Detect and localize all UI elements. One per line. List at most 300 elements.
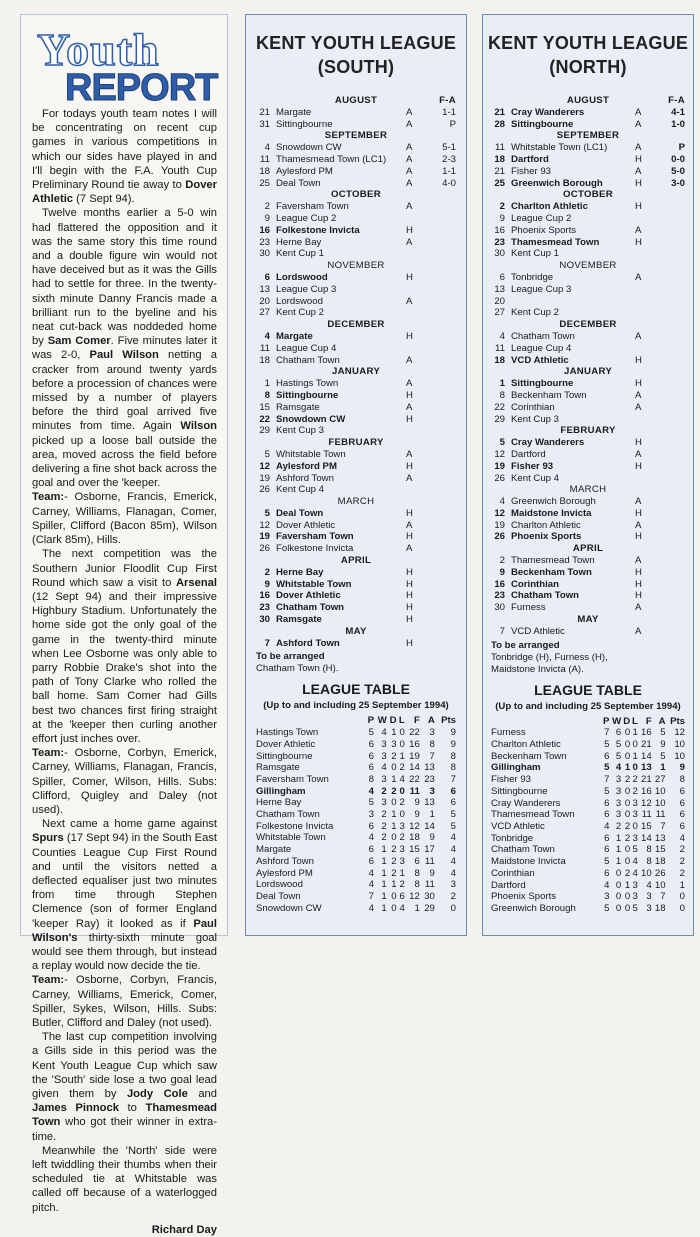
fixture-date: 4 xyxy=(499,330,505,342)
league-table-cell: 4 xyxy=(381,762,387,774)
fixture-row xyxy=(491,284,685,296)
fixture-venue xyxy=(635,284,663,296)
fixture-venue: A xyxy=(635,555,642,567)
fixture-venue: A xyxy=(406,118,413,130)
fixture-result xyxy=(663,590,685,602)
league-table-header: A xyxy=(658,715,666,727)
league-table-row xyxy=(491,856,685,868)
fixture-venue: A xyxy=(406,401,413,413)
league-table-cell: 2 xyxy=(391,785,397,797)
league-table-cell: 2 xyxy=(381,785,387,797)
league-table-cell: 0 xyxy=(450,902,456,914)
fixture-opponent: VCD Athletic xyxy=(511,625,565,637)
league-table-cell: 3 xyxy=(615,785,622,797)
league-table-row xyxy=(256,891,456,903)
league-table-cell: 4 xyxy=(399,773,405,785)
fixture-row xyxy=(256,296,456,308)
fixture-row xyxy=(256,201,456,213)
fixture-date: 4 xyxy=(264,142,270,154)
fixture-date: 30 xyxy=(494,248,505,260)
report-paragraph: Team:- Osborne, Corbyn, Francis, Carney, Williams, Emerick, Comer, Spiller, Sykes, Wilson, Hills. Subs: Butler, Clifford and Daley (not used). xyxy=(32,974,217,1029)
fixture-opponent: Folkestone Invicta xyxy=(276,224,360,236)
fixture-opponent: Aylesford PM xyxy=(276,165,333,177)
fixture-row xyxy=(256,508,456,520)
fixture-venue: H xyxy=(635,507,642,519)
fixture-row xyxy=(491,555,685,567)
fixture-opponent: Thamesmead Town xyxy=(511,236,600,248)
fixture-venue: H xyxy=(406,531,413,543)
fixture-result xyxy=(663,390,685,402)
league-table-cell: 1 xyxy=(399,867,405,879)
league-table-cell: VCD Athletic xyxy=(491,820,545,832)
league-table-cell: Snowdown CW xyxy=(256,902,322,914)
fixture-result xyxy=(663,248,685,260)
north-title xyxy=(483,31,693,79)
league-table-cell: Herne Bay xyxy=(256,797,302,809)
league-table-cell: 9 xyxy=(414,809,420,821)
fixture-opponent: Tonbridge xyxy=(511,271,554,283)
fixture-row xyxy=(491,461,685,473)
league-table-cell: 6 xyxy=(450,785,456,797)
league-table-cell: 21 xyxy=(641,739,652,751)
league-table-cell: 0 xyxy=(679,891,685,903)
fixture-venue xyxy=(406,284,434,296)
fixture-row xyxy=(256,355,456,367)
league-table-row xyxy=(256,762,456,774)
fixture-result xyxy=(663,201,685,213)
fixture-result xyxy=(434,355,456,367)
month-heading: MAY xyxy=(577,614,599,626)
league-table-cell: Cray Wanderers xyxy=(491,797,561,809)
report-paragraph: The next competition was the Southern Junior Floodlit Cup First Round which saw a visit to Arsenal (12 Sept 94) and their impressive Highbury Stadium. Unfortunately the home side got the only goal of the game in the twenty-third minute when Lee Osborne was only able to parry Robbie Drake's shot into the path of Tony Clarke who rolled the ball home. Sam Comer had Gills best two chances first firing straight at the 'keeper then curling another effort just inches over. xyxy=(32,548,217,745)
league-table-cell: 1 xyxy=(624,879,631,891)
league-table-cell: Hastings Town xyxy=(256,727,319,739)
league-table-cell: 3 xyxy=(381,738,387,750)
league-table-cell: 1 xyxy=(391,727,397,739)
fixture-venue xyxy=(406,425,434,437)
fixture-opponent: Dover Athletic xyxy=(276,519,336,531)
fixture-row xyxy=(491,378,685,390)
fixture-row xyxy=(491,402,685,414)
fixture-venue: A xyxy=(406,153,413,165)
fixture-row xyxy=(256,307,456,319)
fixture-venue: H xyxy=(635,177,642,189)
fixture-row xyxy=(491,390,685,402)
month-heading: SEPTEMBER xyxy=(324,130,388,142)
fixture-row xyxy=(491,414,685,426)
fixture-venue: H xyxy=(406,413,413,425)
fixture-row xyxy=(256,178,456,190)
fixture-venue xyxy=(635,213,663,225)
league-table-cell: 9 xyxy=(450,727,456,739)
league-table-cell: 4 xyxy=(368,867,374,879)
league-table-cell: 2 xyxy=(679,856,685,868)
league-table-cell: 2 xyxy=(399,879,405,891)
month-heading: NOVEMBER xyxy=(559,260,617,272)
league-table-cell: 14 xyxy=(409,762,420,774)
fixture-opponent: Chatham Town xyxy=(511,590,580,602)
league-table-cell: 14 xyxy=(641,750,652,762)
fixture-date: 31 xyxy=(259,118,270,130)
league-table-cell: Maidstone Invicta xyxy=(491,856,566,868)
fixture-venue: A xyxy=(406,177,413,189)
league-table-cell: 6 xyxy=(604,832,610,844)
fixture-date: 6 xyxy=(499,271,505,283)
fixture-venue: A xyxy=(406,236,413,248)
league-table-cell: 1 xyxy=(615,844,622,856)
league-table-cell: 4 xyxy=(381,727,387,739)
league-table-cell: 7 xyxy=(368,891,374,902)
fixture-date: 18 xyxy=(259,354,270,366)
fixture-date: 23 xyxy=(259,236,270,248)
fixture-result xyxy=(663,602,685,614)
fixture-result xyxy=(434,590,456,602)
fixture-venue xyxy=(635,307,663,319)
league-table-cell: 3 xyxy=(429,727,435,739)
league-table-cell: Gillingham xyxy=(256,785,306,797)
league-table-cell: Aylesford PM xyxy=(256,867,313,879)
league-table-cell: 7 xyxy=(429,750,435,762)
league-table-cell: 4 xyxy=(632,867,638,879)
fixture-result xyxy=(663,272,685,284)
league-table-cell: 8 xyxy=(414,879,420,891)
league-table-cell: 4 xyxy=(646,879,652,891)
league-table-header: P xyxy=(367,715,374,727)
league-table-cell: 0 xyxy=(624,809,631,821)
fixture-venue: A xyxy=(406,378,413,390)
fixture-date: 4 xyxy=(499,496,505,508)
league-table-cell: Margate xyxy=(256,844,292,856)
league-table-cell: 1 xyxy=(381,855,387,867)
fixture-date: 29 xyxy=(259,425,270,437)
fixture-row xyxy=(256,225,456,237)
league-table-header-row xyxy=(256,715,456,727)
fixture-result xyxy=(663,579,685,591)
league-table-cell: 4 xyxy=(632,856,638,868)
fixture-result: 5-0 xyxy=(671,165,685,177)
fixture-result xyxy=(663,307,685,319)
fixture-row xyxy=(491,449,685,461)
fixture-opponent: Kent Cup 1 xyxy=(276,248,325,260)
league-table-cell: 0 xyxy=(391,902,397,914)
league-table-cell: 2 xyxy=(381,809,387,821)
fixture-result xyxy=(663,555,685,567)
league-table-cell: 6 xyxy=(368,844,374,856)
fixture-result xyxy=(434,272,456,284)
league-table-cell: 1 xyxy=(381,879,387,891)
league-table-header: F xyxy=(413,715,420,727)
league-table-cell: 3 xyxy=(381,750,387,762)
league-table-cell: Ramsgate xyxy=(256,762,300,774)
league-table-cell: 0 xyxy=(632,739,638,751)
fixture-date: 9 xyxy=(499,212,505,224)
fixture-opponent: Folkestone Invicta xyxy=(276,543,354,555)
fixture-opponent: Maidstone Invicta xyxy=(511,507,592,519)
league-table-cell: 8 xyxy=(450,762,456,774)
fixture-opponent: Ramsgate xyxy=(276,614,322,626)
fixture-date: 13 xyxy=(494,283,505,295)
league-table-row xyxy=(256,727,456,739)
league-table-cell: 10 xyxy=(654,797,666,809)
fixture-opponent: Dartford xyxy=(511,153,549,165)
fixture-row xyxy=(256,154,456,166)
fixture-venue: A xyxy=(635,165,642,177)
fixture-result xyxy=(434,414,456,426)
fixture-date: 16 xyxy=(494,578,505,590)
fixture-date: 2 xyxy=(264,201,270,213)
fixture-result xyxy=(434,307,456,319)
fixture-venue: A xyxy=(406,519,413,531)
league-table-cell: 12 xyxy=(409,891,420,902)
league-table-cell: 14 xyxy=(641,832,652,844)
fixture-date: 26 xyxy=(259,543,270,555)
fixture-result xyxy=(663,355,685,367)
fixture-opponent: Beckenham Town xyxy=(511,566,592,578)
fixture-venue: A xyxy=(406,295,413,307)
fixture-date: 19 xyxy=(494,519,505,531)
league-table-cell: 0 xyxy=(624,891,631,903)
league-table-cell: Whitstable Town xyxy=(256,832,326,844)
league-table-cell: 2 xyxy=(624,820,631,832)
tba-heading: To be arranged xyxy=(491,639,560,651)
fixture-opponent: Whitstable Town xyxy=(276,448,346,460)
league-table-cell: 3 xyxy=(604,891,610,903)
fixture-row xyxy=(491,520,685,532)
league-table-cell: Sittingbourne xyxy=(491,785,548,797)
fixture-opponent: Kent Cup 4 xyxy=(511,472,560,484)
league-table-cell: 6 xyxy=(368,820,374,832)
month-heading: SEPTEMBER xyxy=(556,130,620,142)
fixture-opponent: Faversham Town xyxy=(276,201,349,213)
month-heading: OCTOBER xyxy=(331,189,381,201)
fixture-opponent: Phoenix Sports xyxy=(511,224,577,236)
report-article xyxy=(21,107,227,1237)
league-table-cell: 7 xyxy=(660,891,666,903)
league-table-cell: 8 xyxy=(429,738,435,750)
fixture-venue xyxy=(406,307,434,319)
league-table-cell: Tonbridge xyxy=(491,832,534,844)
fixture-venue: H xyxy=(406,330,413,342)
fixture-result xyxy=(434,461,456,473)
fixture-date: 11 xyxy=(260,153,270,165)
league-table-cell: Dartford xyxy=(491,879,526,891)
fixture-row xyxy=(491,166,685,178)
fixture-result xyxy=(434,473,456,485)
league-table-cell: 4 xyxy=(450,844,456,856)
fixture-result: 4-1 xyxy=(671,106,685,118)
fixture-venue: H xyxy=(406,614,413,626)
league-table-cell: 1 xyxy=(615,856,622,868)
fixture-opponent: Whitstable Town xyxy=(276,578,352,590)
league-table-cell: 0 xyxy=(391,797,397,809)
fixture-result: 2-3 xyxy=(442,153,456,165)
league-table-header xyxy=(491,716,601,728)
league-table-header: F xyxy=(645,715,652,727)
league-table-cell: 3 xyxy=(632,809,638,821)
fixture-date: 5 xyxy=(264,448,270,460)
fixture-row xyxy=(491,437,685,449)
league-table-row xyxy=(256,786,456,798)
league-table-cell: 0 xyxy=(624,739,631,751)
fixture-opponent: Sittingbourne xyxy=(511,118,574,130)
fixture-date: 12 xyxy=(494,448,505,460)
league-table-cell: 5 xyxy=(604,785,610,797)
league-table-cell: Charlton Athletic xyxy=(491,739,561,751)
month-heading: MAY xyxy=(345,625,367,637)
fixture-result xyxy=(434,638,456,650)
fixture-row xyxy=(256,614,456,626)
fixture-row xyxy=(491,626,685,638)
fixture-row xyxy=(491,154,685,166)
league-table-header: Pts xyxy=(670,715,685,727)
league-table-header-row xyxy=(491,716,685,728)
league-table-cell: 3 xyxy=(399,844,405,856)
fixture-result: 3-0 xyxy=(671,177,685,189)
league-table-row xyxy=(256,821,456,833)
league-table-row xyxy=(256,797,456,809)
fixture-opponent: Aylesford PM xyxy=(276,460,337,472)
fixture-result xyxy=(663,225,685,237)
league-table-row xyxy=(491,891,685,903)
league-table-cell: 2 xyxy=(391,867,397,879)
league-table-header: D xyxy=(623,715,631,727)
league-table-cell: 2 xyxy=(624,774,631,786)
league-table-cell: 3 xyxy=(615,797,622,809)
fixture-result xyxy=(663,508,685,520)
fixture-venue: A xyxy=(635,224,642,236)
league-table-cell: 8 xyxy=(646,844,652,856)
league-table-cell: Folkestone Invicta xyxy=(256,820,334,832)
league-table-cell: 1 xyxy=(391,809,397,821)
league-table-cell: 7 xyxy=(604,727,610,739)
fixture-date: 2 xyxy=(264,566,270,578)
fixture-result xyxy=(434,284,456,296)
league-table-header: L xyxy=(631,715,638,727)
league-table-title: LEAGUE TABLE xyxy=(534,681,642,698)
league-table-header: D xyxy=(389,715,397,727)
fixture-result xyxy=(663,343,685,355)
league-table-cell: 9 xyxy=(429,832,435,844)
fixture-venue: A xyxy=(635,142,642,154)
fixture-date: 8 xyxy=(499,389,505,401)
league-table-cell: 6 xyxy=(615,727,622,739)
fixture-result: P xyxy=(449,118,456,130)
league-table-cell: 2 xyxy=(381,832,387,844)
league-table-cell: 16 xyxy=(409,738,420,750)
fixture-date: 18 xyxy=(494,153,505,165)
south-title-line2: (SOUTH) xyxy=(317,57,395,77)
fixture-result xyxy=(434,201,456,213)
month-heading: JANUARY xyxy=(563,366,613,378)
fixture-row xyxy=(256,402,456,414)
fixture-venue: H xyxy=(406,224,413,236)
league-table-subtitle: (Up to and including 25 September 1994) xyxy=(263,700,449,712)
league-table-cell: 6 xyxy=(604,750,610,762)
fixture-result xyxy=(663,414,685,426)
fixture-date: 7 xyxy=(499,625,505,637)
league-table-cell: 0 xyxy=(615,879,622,891)
fixture-opponent: Greenwich Borough xyxy=(511,177,603,189)
fixture-opponent: Kent Cup 2 xyxy=(276,307,325,319)
fixture-venue: H xyxy=(635,531,642,543)
fixture-opponent: Chatham Town xyxy=(276,354,340,366)
league-table-cell: 13 xyxy=(424,797,435,809)
league-table-row xyxy=(256,868,456,880)
fixture-row xyxy=(256,590,456,602)
month-heading: AUGUST F-A xyxy=(334,95,456,106)
league-table-cell: 0 xyxy=(399,809,405,821)
league-table-cell: 2 xyxy=(399,762,405,774)
league-table-cell: 2 xyxy=(391,750,397,762)
league-table-cell: 5 xyxy=(604,902,610,914)
fixture-date: 20 xyxy=(259,295,270,307)
league-table-cell: 1 xyxy=(391,773,397,785)
fixture-venue: A xyxy=(635,496,642,508)
fixture-result xyxy=(434,579,456,591)
fixture-date: 7 xyxy=(264,637,270,649)
month-heading: APRIL xyxy=(572,543,604,555)
league-table-cell: 5 xyxy=(368,727,374,739)
fixture-opponent: Margate xyxy=(276,330,313,342)
fixture-opponent: League Cup 2 xyxy=(276,212,337,224)
fixture-opponent: Kent Cup 3 xyxy=(276,425,325,437)
fixture-row xyxy=(256,602,456,614)
league-table-cell: 3 xyxy=(632,797,638,809)
month-heading: DECEMBER xyxy=(327,319,385,331)
league-table-cell: 5 xyxy=(450,809,456,821)
fixture-row xyxy=(491,107,685,119)
league-table-cell: 4 xyxy=(399,902,405,914)
league-table-cell: 1 xyxy=(632,727,638,739)
league-table-cell: 4 xyxy=(450,855,456,867)
fixture-date: 5 xyxy=(264,507,270,519)
fixture-opponent: Kent Cup 4 xyxy=(276,484,325,496)
fixture-date: 11 xyxy=(260,342,270,354)
fixture-date: 5 xyxy=(499,437,505,449)
fixture-result xyxy=(434,213,456,225)
fixture-row xyxy=(256,449,456,461)
league-table-cell: 6 xyxy=(679,820,685,832)
fixture-date: 23 xyxy=(259,602,270,614)
league-table-cell: 0 xyxy=(624,797,631,809)
league-table-cell: Ashford Town xyxy=(256,855,314,867)
fixture-opponent: Ramsgate xyxy=(276,401,320,413)
league-table-cell: 0 xyxy=(615,867,622,879)
fixture-result xyxy=(434,567,456,579)
league-table-row xyxy=(491,809,685,821)
fixture-row xyxy=(256,461,456,473)
league-table-row xyxy=(491,774,685,786)
fixture-row xyxy=(256,390,456,402)
league-table-cell: 3 xyxy=(399,855,405,867)
league-table-header: L xyxy=(398,715,405,727)
tba-line: Maidstone Invicta (A). xyxy=(491,663,584,675)
league-table-cell: 15 xyxy=(641,820,652,832)
league-table-cell: 1 xyxy=(391,820,397,832)
report-paragraph: Twelve months earlier a 5-0 win had flattered the opposition and it was the same story this time round and a double figure win would not have deceived but as it was the Gills had to settle for three. In the twenty-sixth minute Danny Francis made a brilliant run to the byeline and his neat cut-back was noddeded home by Sam Comer. Five minutes later it was 2-0, Paul Wilson netting a cracker from around twenty yards before a procession of chances were missed by a number of players before the third goal arrived five minutes from time. Again Wilson picked up a loose ball outside the area, moved across the field before delivering a fine shot back across the goal and over the 'keeper. xyxy=(32,207,217,490)
league-table-cell: 4 xyxy=(368,832,374,844)
league-table-cell: 16 xyxy=(641,785,652,797)
fixture-result xyxy=(663,437,685,449)
fixture-venue: H xyxy=(635,437,642,449)
fixture-opponent: Hastings Town xyxy=(276,378,339,390)
league-table-cell: 12 xyxy=(641,797,652,809)
league-table-cell: 1 xyxy=(414,902,420,914)
fixture-venue xyxy=(635,248,663,260)
fixture-opponent: Lordswood xyxy=(276,271,328,283)
league-table-cell: 5 xyxy=(604,762,610,774)
league-table-cell: 2 xyxy=(679,867,685,879)
